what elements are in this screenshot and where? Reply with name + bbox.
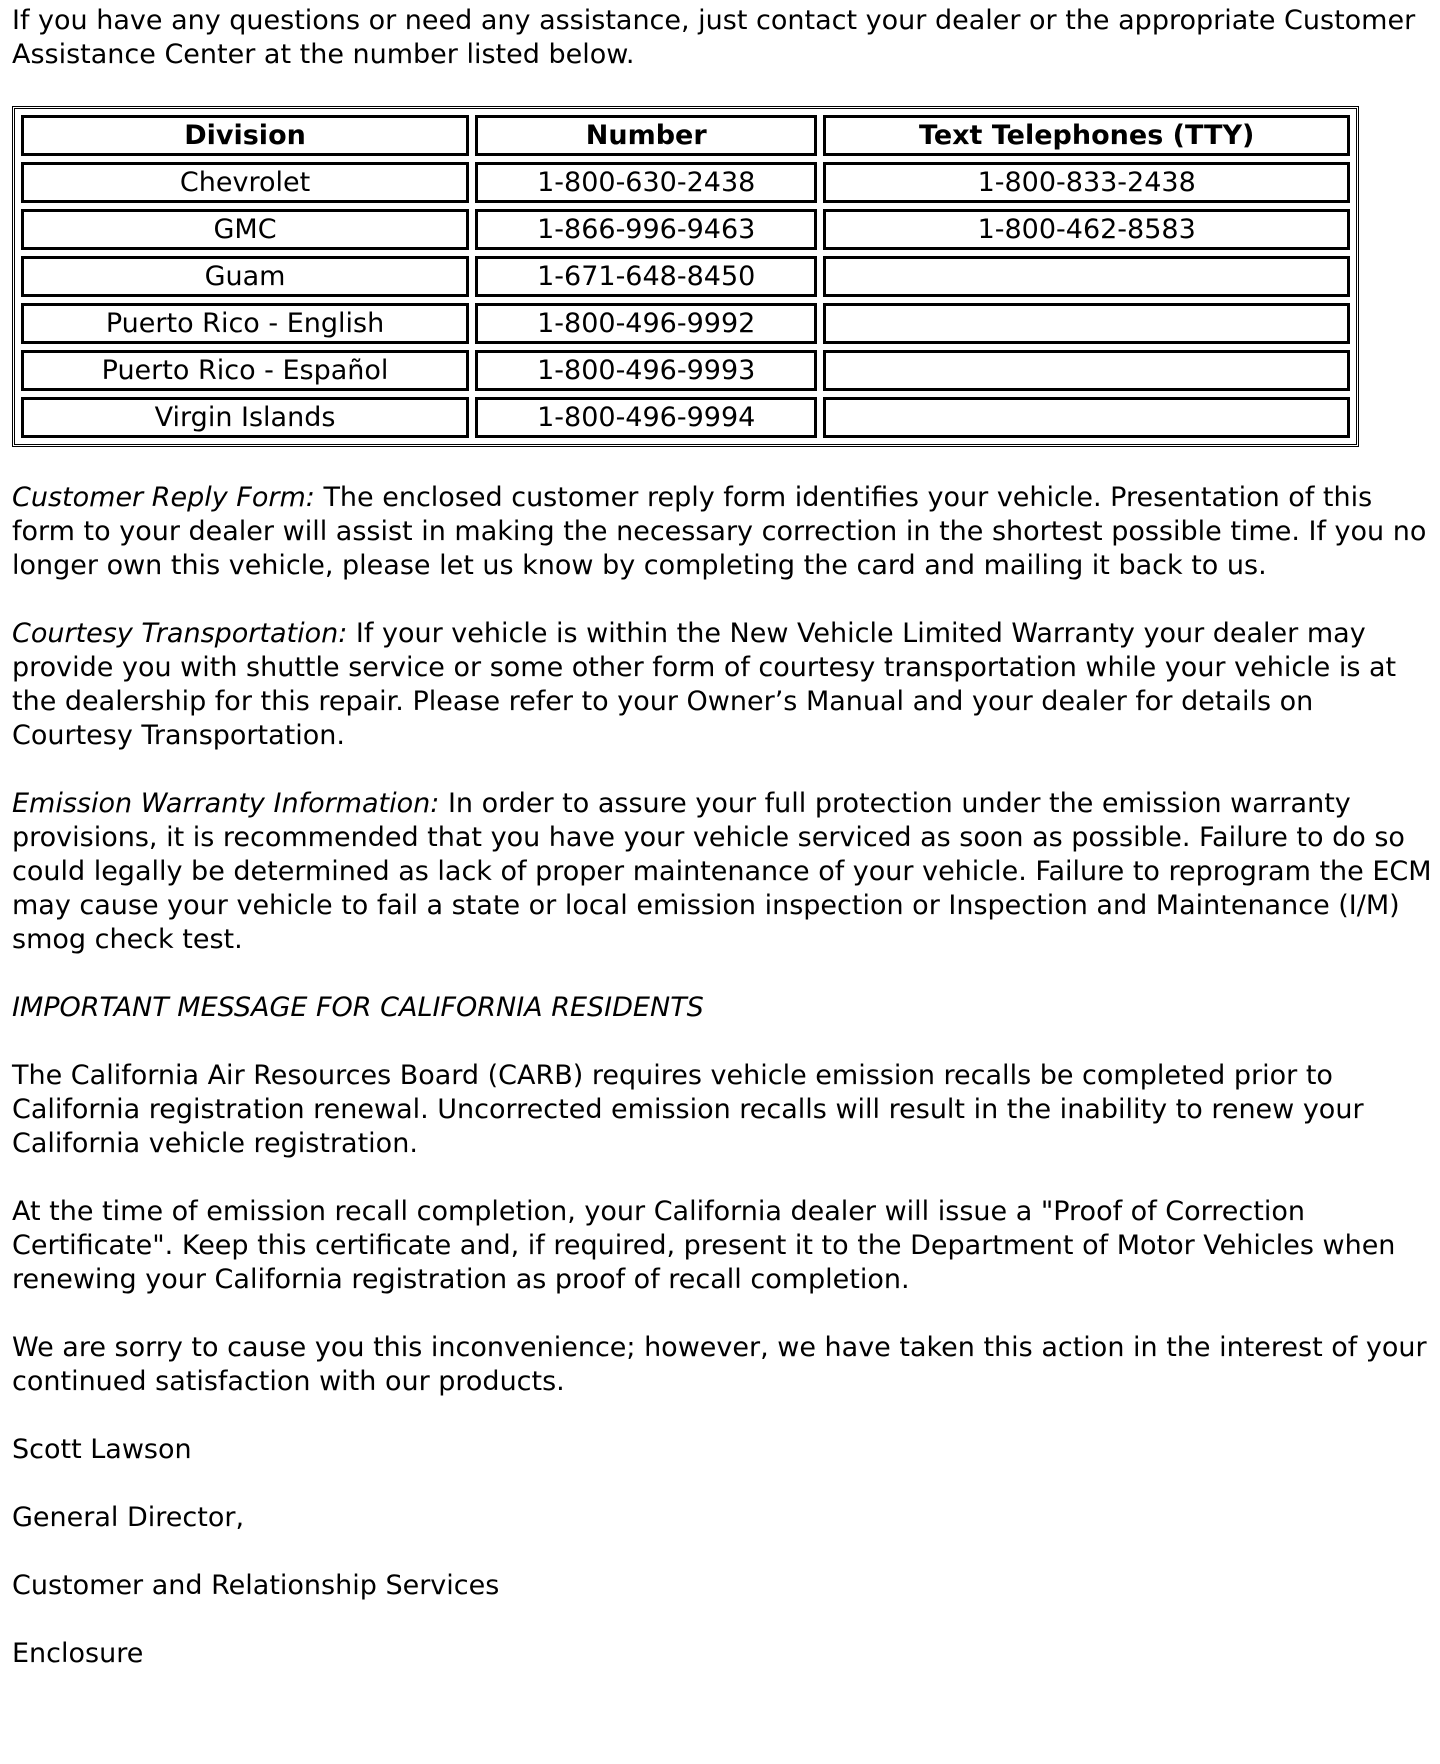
header-number: Number [475, 115, 817, 156]
enclosure-label: Enclosure [12, 1638, 144, 1669]
number-cell: 1-800-496-9994 [475, 397, 817, 438]
number-cell: 1-800-496-9992 [475, 303, 817, 344]
certificate-paragraph: At the time of emission recall completion, your California dealer will issue a "Proof of Correction Certificate". Keep this certificate and, if required, present it to the Department of Motor Vehicles when renewing your California registration as proof of recall completion. [12, 1196, 1396, 1295]
division-cell: Chevrolet [21, 162, 469, 203]
table-row [21, 397, 1350, 438]
tty-cell [823, 350, 1350, 391]
signer-name: Scott Lawson [12, 1434, 192, 1465]
division-cell: Guam [21, 256, 469, 297]
number-cell: 1-671-648-8450 [475, 256, 817, 297]
courtesy-lead: Courtesy Transportation: [12, 618, 348, 649]
table-row [21, 256, 1350, 297]
number-cell: 1-800-496-9993 [475, 350, 817, 391]
table-row [21, 162, 1350, 203]
reply-form-text: The enclosed customer reply form identifies your vehicle. Presentation of this form to your dealer will assist in making the necessary correction in the shortest possible time. If you no longer own this vehicle, please let us know by completing the card and mailing it back to us. [12, 482, 1427, 581]
signature-block [12, 1433, 1432, 1671]
tty-cell [823, 397, 1350, 438]
table-row [21, 350, 1350, 391]
apology-paragraph: We are sorry to cause you this inconvenience; however, we have taken this action in the interest of your continued satisfaction with our products. [12, 1332, 1427, 1397]
table-row [21, 209, 1350, 250]
table-header-row [21, 115, 1350, 156]
tty-cell: 1-800-462-8583 [823, 209, 1350, 250]
division-cell: Puerto Rico - English [21, 303, 469, 344]
header-tty: Text Telephones (TTY) [823, 115, 1350, 156]
number-cell: 1-800-630-2438 [475, 162, 817, 203]
intro-paragraph: If you have any questions or need any assistance, just contact your dealer or the appropriate Customer Assistance Center at the number listed below. [12, 5, 1416, 70]
reply-form-paragraph [12, 481, 1432, 583]
carb-paragraph: The California Air Resources Board (CARB) requires vehicle emission recalls be completed prior to California registration renewal. Uncorrected emission recalls will result in the inability to renew your California vehicle registration. [12, 1060, 1364, 1159]
courtesy-text: If your vehicle is within the New Vehicle Limited Warranty your dealer may provide you with shuttle service or some other form of courtesy transportation while your vehicle is at the dealership for this repair. Please refer to your Owner’s Manual and your dealer for details on Courtesy Transportation. [12, 618, 1397, 751]
division-cell: GMC [21, 209, 469, 250]
courtesy-paragraph [12, 617, 1432, 753]
header-division: Division [21, 115, 469, 156]
reply-form-lead: Customer Reply Form: [12, 482, 315, 513]
emission-paragraph [12, 787, 1432, 957]
customer-assistance-table [12, 106, 1359, 447]
emission-lead: Emission Warranty Information: [12, 788, 440, 819]
tty-cell [823, 256, 1350, 297]
tty-cell [823, 303, 1350, 344]
signer-title: General Director, [12, 1502, 245, 1533]
tty-cell: 1-800-833-2438 [823, 162, 1350, 203]
division-cell: Puerto Rico - Español [21, 350, 469, 391]
california-heading: IMPORTANT MESSAGE FOR CALIFORNIA RESIDENTS [12, 992, 704, 1023]
division-cell: Virgin Islands [21, 397, 469, 438]
table-row [21, 303, 1350, 344]
signer-department: Customer and Relationship Services [12, 1570, 500, 1601]
number-cell: 1-866-996-9463 [475, 209, 817, 250]
emission-text: In order to assure your full protection under the emission warranty provisions, it is recommended that you have your vehicle serviced as soon as possible. Failure to do so could legally be determined as lack of proper maintenance of your vehicle. Failure to reprogram the ECM may cause your vehicle to fail a state or local emission inspection or Inspection and Maintenance (I/M) smog check test. [12, 788, 1432, 955]
